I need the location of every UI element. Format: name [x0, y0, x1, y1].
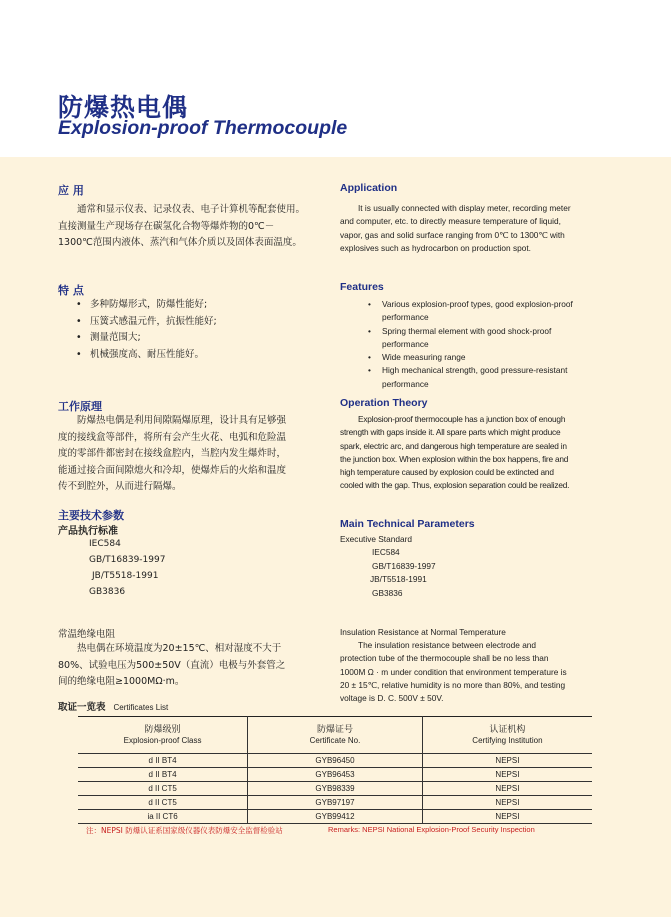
params-sub-en: Executive Standard: [340, 534, 412, 544]
features-heading-cn: 特 点: [58, 284, 84, 297]
cell-institution: NEPSI: [422, 796, 592, 810]
cell-class: d II BT4: [78, 768, 248, 782]
features-list-en: [368, 298, 574, 391]
cell-class: d II CT5: [78, 796, 248, 810]
note-en: Remarks: NEPSI National Explosion-Proof Security Inspection: [328, 825, 535, 834]
standards-list-cn: [89, 536, 165, 600]
insulation-heading-cn: 常温绝缘电阻: [58, 629, 116, 640]
standard-item: GB3836: [89, 587, 126, 597]
standard-item: IEC584: [372, 547, 400, 557]
standard-item: IEC584: [89, 539, 121, 549]
col-header-class: 防爆级别 Explosion-proof Class: [78, 717, 248, 754]
page-title-en: Explosion-proof Thermocouple: [58, 117, 348, 139]
standard-item: GB/T16839-1997: [89, 555, 166, 565]
standard-item: JB/T5518-1991: [92, 571, 159, 581]
params-sub-cn: 产品执行标准: [58, 526, 118, 537]
cell-institution: NEPSI: [422, 754, 592, 768]
application-heading-en: Application: [340, 182, 398, 194]
feature-item-cn: • 多种防爆形式，防爆性能好;: [76, 297, 306, 314]
standard-item: GB3836: [372, 587, 403, 598]
cell-class: d II CT5: [78, 782, 248, 796]
operation-heading-cn: 工作原理: [58, 400, 102, 413]
certs-title-en: Certificates List: [113, 703, 169, 712]
standard-item: GB/T16839-1997: [372, 560, 436, 571]
cell-class: ia II CT6: [78, 810, 248, 824]
params-heading-en: Main Technical Parameters: [340, 518, 475, 530]
feature-item-en: • Spring thermal element with good shock-proof performance: [368, 325, 574, 352]
table-row: [78, 810, 592, 824]
application-text-en: It is usually connected with display meter, recording meter and computer, etc. to directly measure temperature of liquid, vapor, gas and solid surface ranging from 0℃ to 1300℃ with explosives such as hydrocarbon on production spot.: [340, 203, 571, 253]
note-cn: 注：NEPSI 防爆认证系国家级仪器仪表防爆安全监督检验站: [86, 826, 283, 835]
col-header-certificate: 防爆证号 Certificate No.: [248, 717, 423, 754]
cell-institution: NEPSI: [422, 782, 592, 796]
table-row: [78, 768, 592, 782]
insulation-text-en: The insulation resistance between electrode and protection tube of the thermocouple shall be no less than 1000M Ω · m under condition that environment temperature is 20 ± 15℃, relative humidity is no more than 80%, and testing voltage is D. C. 500V ± 50V.: [340, 640, 567, 704]
operation-text-en: Explosion-proof thermocouple has a junction box of enough strength with gaps inside it. All spare parts which might produce spark, electric arc, and dangerous high temperature are sealed in the junction box. When explosion within the box happens, fire and high temperature caused by explosion could be extincted and cooled with the gap. Thus, explosion separation could be realized.: [340, 414, 570, 491]
feature-item-cn: • 压簧式感温元件，抗振性能好;: [76, 314, 306, 331]
page-title-cn: 防爆热电偶: [58, 93, 189, 122]
standard-item: JB/T5518-1991: [370, 574, 427, 584]
feature-item-cn: • 机械强度高、耐压性能好。: [76, 347, 306, 364]
cell-certificate: GYB96453: [248, 768, 423, 782]
table-row: [78, 754, 592, 768]
features-list-cn: [76, 297, 306, 363]
operation-text-cn: 防爆热电偶是利用间隙隔爆原理，设计具有足够强度的接线盒等部件，将所有会产生火花、电弧和危险温度的零部件都密封在接线盒腔内，当腔内发生爆炸时，能通过接合面间隙熄火和冷却，使爆炸后的火焰和温度传不到腔外，从而进行隔爆。: [58, 415, 287, 492]
col-header-institution: 认证机构 Certifying Institution: [422, 717, 592, 754]
certs-title: [58, 699, 168, 713]
feature-item-cn: • 测量范围大;: [76, 330, 306, 347]
cell-certificate: GYB98339: [248, 782, 423, 796]
feature-item-en: • Various explosion-proof types, good explosion-proof performance: [368, 298, 574, 325]
feature-item-en: • Wide measuring range: [368, 351, 574, 364]
application-text-cn: 通常和显示仪表、记录仪表、电子计算机等配套使用。直接测量生产现场存在碳氢化合物等爆炸物的0℃－1300℃范围内液体、蒸汽和气体介质以及固体表面温度。: [58, 204, 306, 248]
cell-certificate: GYB99412: [248, 810, 423, 824]
table-row: [78, 796, 592, 810]
cell-institution: NEPSI: [422, 768, 592, 782]
feature-item-en: • High mechanical strength, good pressure-resistant performance: [368, 364, 574, 391]
features-heading-en: Features: [340, 281, 384, 293]
cell-class: d II BT4: [78, 754, 248, 768]
certificates-table: [78, 716, 592, 824]
operation-heading-en: Operation Theory: [340, 397, 428, 409]
cell-certificate: GYB96450: [248, 754, 423, 768]
application-heading-cn: 应 用: [58, 184, 84, 197]
params-heading-cn: 主要技术参数: [58, 509, 124, 522]
table-header-row: [78, 717, 592, 754]
insulation-heading-en: Insulation Resistance at Normal Temperature: [340, 627, 506, 637]
table-row: [78, 782, 592, 796]
certs-title-cn: 取证一览表: [58, 702, 106, 713]
cell-institution: NEPSI: [422, 810, 592, 824]
insulation-text-cn: 热电偶在环境温度为20±15℃、相对湿度不大于80%、试验电压为500±50V（直流）电极与外套管之间的绝缘电阻≥1000MΩ·m。: [58, 643, 286, 687]
cell-certificate: GYB97197: [248, 796, 423, 810]
standards-list-en: [372, 546, 436, 600]
